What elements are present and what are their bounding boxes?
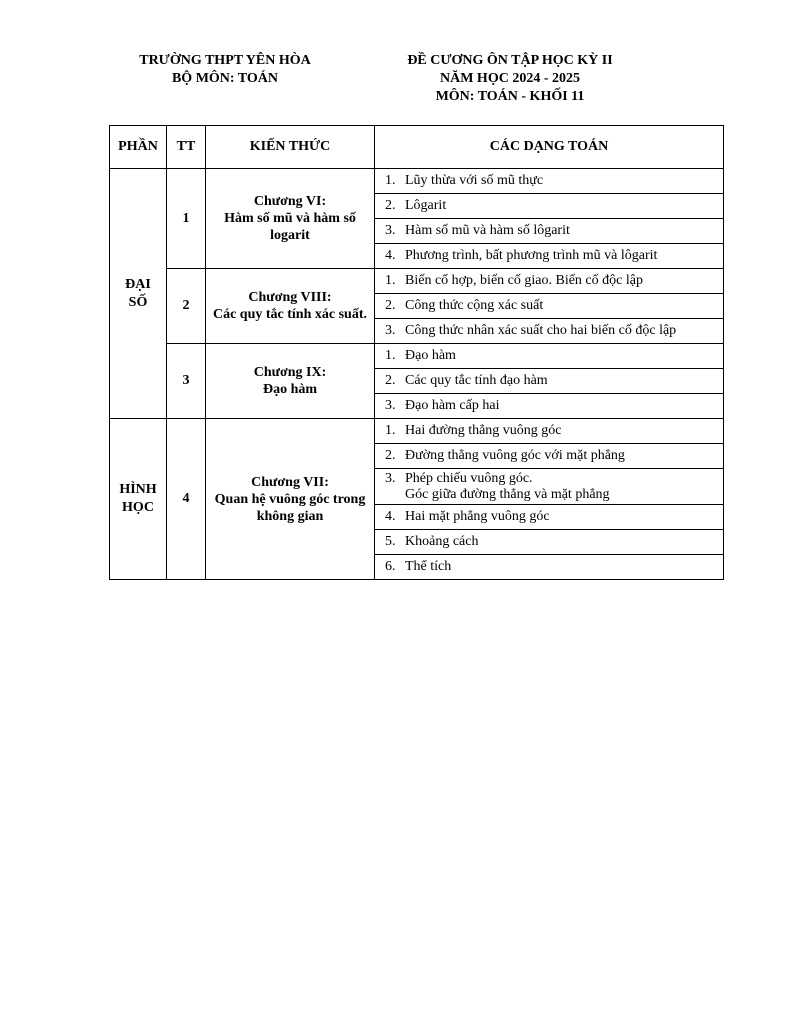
chapter-title: Chương VI: — [253, 194, 327, 209]
chapter-cell — [206, 344, 375, 419]
syllabus-table — [109, 125, 724, 580]
problem-type-item — [375, 194, 724, 219]
school-name: TRƯỜNG THPT YÊN HÒA — [139, 53, 311, 68]
part-cell-algebra — [110, 169, 167, 419]
chapter-cell — [206, 419, 375, 580]
problem-type-item — [375, 269, 724, 294]
item-text: Các quy tắc tính đạo hàm — [405, 373, 548, 388]
part-name: HÌNH — [119, 482, 157, 497]
item-number: 1. — [385, 173, 396, 188]
item-text: Biến cố hợp, biến cố giao. Biến cố độc lập — [405, 273, 643, 288]
chapter-title: Chương IX: — [253, 365, 327, 380]
item-number: 5. — [385, 534, 396, 549]
item-text: Đạo hàm — [405, 348, 456, 363]
item-number: 4. — [385, 248, 396, 263]
item-text: Đường thẳng vuông góc với mặt phẳng — [405, 448, 625, 463]
item-text: Đạo hàm cấp hai — [405, 398, 500, 413]
table-row — [110, 169, 724, 194]
item-text: Hàm số mũ và hàm số lôgarit — [405, 223, 570, 238]
item-number: 2. — [385, 198, 396, 213]
item-text: Thể tích — [405, 559, 452, 574]
table-header-row — [110, 126, 724, 169]
chapter-title: Chương VIII: — [248, 290, 332, 305]
chapter-number: 2 — [167, 269, 206, 344]
problem-type-item — [375, 530, 724, 555]
problem-type-item — [375, 555, 724, 580]
chapter-subtitle: Hàm số mũ và hàm số logarit — [224, 211, 356, 243]
item-text: Hai mặt phẳng vuông góc — [405, 509, 550, 524]
problem-type-item — [375, 219, 724, 244]
item-text: Lũy thừa với số mũ thực — [405, 173, 544, 188]
item-text: Công thức cộng xác suất — [405, 298, 544, 313]
problem-type-item — [375, 394, 724, 419]
item-number: 6. — [385, 559, 396, 574]
problem-type-item — [375, 344, 724, 369]
chapter-subtitle: Quan hệ vuông góc trong không gian — [214, 491, 366, 524]
chapter-number: 3 — [167, 344, 206, 419]
item-text: Khoảng cách — [405, 534, 479, 549]
item-text: Lôgarit — [405, 198, 447, 213]
chapter-cell — [206, 169, 375, 269]
problem-type-item — [375, 419, 724, 444]
part-name: HỌC — [122, 500, 154, 515]
item-number: 4. — [385, 509, 396, 524]
problem-type-item — [375, 505, 724, 530]
department-name: BỘ MÔN: TOÁN — [171, 71, 279, 86]
item-number: 3. — [385, 323, 396, 338]
item-number: 3. — [385, 470, 396, 486]
item-number: 1. — [385, 348, 396, 363]
part-name: ĐẠI — [125, 276, 151, 292]
problem-type-item — [375, 444, 724, 469]
column-header-part: PHẦN — [110, 126, 167, 169]
table-row — [110, 419, 724, 444]
chapter-number: 1 — [167, 169, 206, 269]
item-number: 2. — [385, 448, 396, 463]
column-header-tt: TT — [167, 126, 206, 169]
problem-type-item — [375, 469, 724, 505]
chapter-number: 4 — [167, 419, 206, 580]
problem-type-item — [375, 244, 724, 269]
item-number: 2. — [385, 373, 396, 388]
school-header — [118, 52, 332, 88]
table-row — [110, 269, 724, 294]
item-number: 3. — [385, 223, 396, 238]
problem-type-item — [375, 294, 724, 319]
problem-type-item — [375, 319, 724, 344]
subject-line: MÔN: TOÁN - KHỐI 11 — [435, 89, 585, 104]
column-header-knowledge: KIẾN THỨC — [206, 126, 375, 169]
column-header-problem-types: CÁC DẠNG TOÁN — [375, 126, 724, 169]
chapter-cell — [206, 269, 375, 344]
chapter-subtitle: Các quy tắc tính xác suất. — [212, 307, 367, 322]
item-text: Hai đường thẳng vuông góc — [405, 423, 562, 438]
chapter-subtitle: Đạo hàm — [262, 382, 318, 397]
part-cell-geometry — [110, 419, 167, 580]
item-number: 2. — [385, 298, 396, 313]
table-row — [110, 344, 724, 369]
item-text: Phương trình, bất phương trình mũ và lôgarit — [405, 248, 658, 263]
item-number: 1. — [385, 273, 396, 288]
chapter-title: Chương VII: — [251, 474, 329, 490]
part-name: SỐ — [128, 294, 148, 310]
school-year: NĂM HỌC 2024 - 2025 — [440, 71, 580, 86]
document-header — [380, 52, 640, 106]
item-text: Công thức nhân xác suất cho hai biến cố độc lập — [405, 323, 677, 338]
item-number: 3. — [385, 398, 396, 413]
document-title: ĐỀ CƯƠNG ÔN TẬP HỌC KỲ II — [407, 53, 613, 68]
item-text: Phép chiếu vuông góc. — [405, 470, 533, 486]
problem-type-item — [375, 169, 724, 194]
item-text-continued: Góc giữa đường thẳng và mặt phẳng — [405, 486, 610, 502]
problem-type-item — [375, 369, 724, 394]
item-number: 1. — [385, 423, 396, 438]
